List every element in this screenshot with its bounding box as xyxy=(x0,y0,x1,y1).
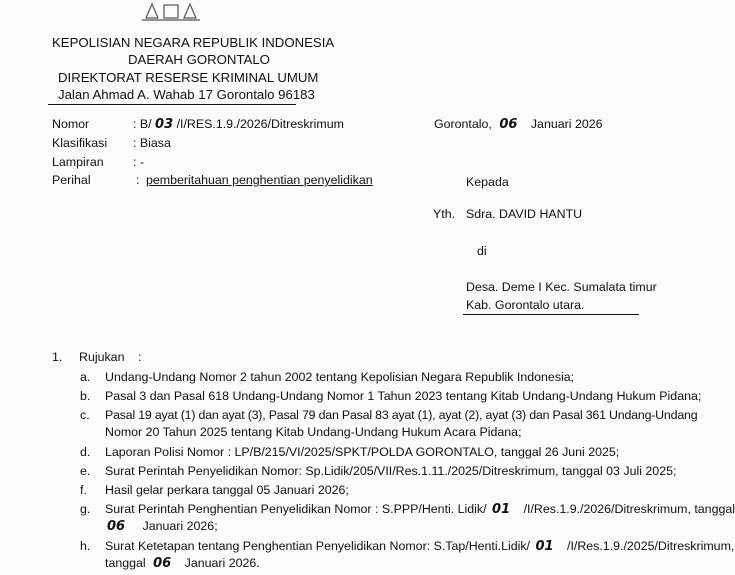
perihal-colon: : xyxy=(136,173,140,187)
nomor-handwritten: 03 xyxy=(155,117,174,132)
recipient-di: di xyxy=(477,244,487,258)
handwritten-number: 06 xyxy=(153,556,172,571)
nomor-value: : B/ 03 /I/RES.1.9./2026/Ditreskrimum xyxy=(133,117,344,132)
handwritten-number: 06 xyxy=(107,519,126,534)
yth: Yth. xyxy=(433,207,456,221)
kepada: Kepada xyxy=(466,175,509,189)
klasifikasi-label: Klasifikasi xyxy=(52,136,108,150)
list-item: Surat Perintah Penghentian Penyelidikan Nomor : S.PPP/Henti. Lidik/ 01 /I/Res.1.9./2026/Ditreskrimum, tanggal xyxy=(105,502,735,517)
item-letter: d. xyxy=(80,445,91,459)
recipient-address-2: Kab. Gorontalo utara. xyxy=(466,298,585,312)
list-item: Undang-Undang Nomor 2 tahun 2002 tentang Kepolisian Negara Republik Indonesia; xyxy=(105,370,575,384)
klasifikasi-value: : Biasa xyxy=(133,136,171,150)
recipient-name: Sdra. DAVID HANTU xyxy=(466,207,583,221)
perihal-value: pemberitahuan penghentian penyelidikan xyxy=(146,173,373,187)
section-title: Rujukan xyxy=(79,350,125,364)
header-line-2: DAERAH GORONTALO xyxy=(128,52,270,67)
handwritten-number: 01 xyxy=(492,502,511,517)
header-line-1: KEPOLISIAN NEGARA REPUBLIK INDONESIA xyxy=(52,35,335,50)
list-item: Surat Perintah Penyelidikan Nomor: Sp.Lidik/205/VII/Res.1.11./2025/Ditreskrimum, tanggal 03 Juli 2025; xyxy=(105,464,677,478)
item-letter: e. xyxy=(80,464,91,478)
list-item-continued: tanggal 06 Januari 2026. xyxy=(105,556,260,571)
list-item: Surat Ketetapan tentang Penghentian Penyelidikan Nomor: S.Tap/Henti.Lidik/ 01 /I/Res.1.9./2025/Ditreskrimum, xyxy=(105,539,735,554)
list-item-continued: Nomor 20 Tahun 2025 tentang Kitab Undang-Undang Hukum Acara Pidana; xyxy=(105,425,522,439)
police-emblem-icon xyxy=(140,0,202,22)
date-day-handwritten: 06 xyxy=(499,117,518,132)
recipient-address-1: Desa. Deme I Kec. Sumalata timur xyxy=(466,280,657,294)
nomor-label: Nomor xyxy=(52,117,90,131)
recipient-rule xyxy=(463,314,639,315)
item-letter: f. xyxy=(80,483,87,497)
handwritten-number: 01 xyxy=(535,539,554,554)
date-line: Gorontalo, 06 Januari 2026 xyxy=(434,117,603,132)
item-letter: b. xyxy=(80,389,91,403)
list-item-continued: 06 Januari 2026; xyxy=(107,519,218,534)
item-letter: h. xyxy=(80,539,91,553)
item-letter: c. xyxy=(80,408,90,422)
header-line-3: DIREKTORAT RESERSE KRIMINAL UMUM xyxy=(58,70,319,85)
list-item: Pasal 3 dan Pasal 618 Undang-Undang Nomor 1 Tahun 2023 tentang Kitab Undang-Undang Hukum Pidana; xyxy=(105,389,702,403)
header-rule xyxy=(48,104,296,105)
perihal-label: Perihal xyxy=(52,173,91,187)
section-colon: : xyxy=(138,350,142,364)
section-number: 1. xyxy=(52,350,63,364)
list-item: Hasil gelar perkara tanggal 05 Januari 2026; xyxy=(105,483,349,497)
lampiran-value: : - xyxy=(133,155,145,169)
item-letter: g. xyxy=(80,502,91,516)
list-item: Pasal 19 ayat (1) dan ayat (3), Pasal 79 dan Pasal 83 ayat (1), ayat (2), ayat (3) dan Pasal 361 Undang-Undang xyxy=(105,408,698,422)
lampiran-label: Lampiran xyxy=(52,155,104,169)
header-address: Jalan Ahmad A. Wahab 17 Gorontalo 96183 xyxy=(58,87,315,102)
list-item: Laporan Polisi Nomor : LP/B/215/VI/2025/SPKT/POLDA GORONTALO, tanggal 26 Juni 2025; xyxy=(105,445,620,459)
item-letter: a. xyxy=(80,370,91,384)
